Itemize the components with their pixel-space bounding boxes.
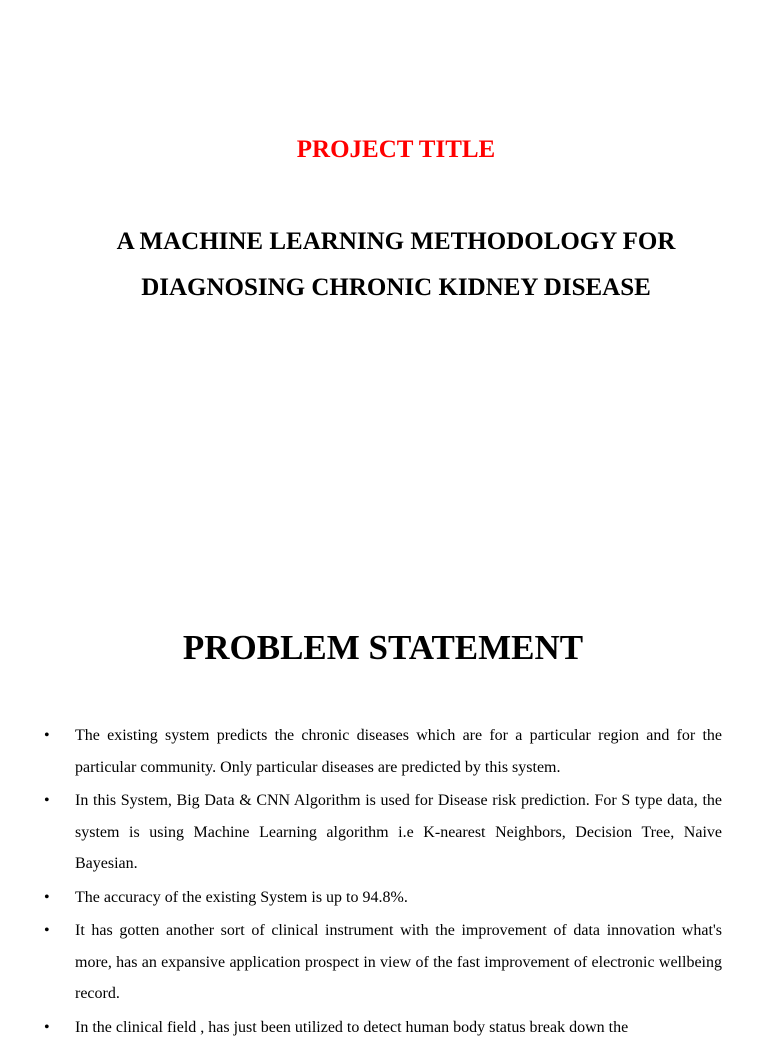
list-item-text: In the clinical field , has just been utilized to detect human body status break down the bbox=[75, 1018, 629, 1036]
project-title-line-2: DIAGNOSING CHRONIC KIDNEY DISEASE bbox=[141, 274, 651, 301]
bullet-icon: • bbox=[44, 1018, 50, 1036]
list-item bbox=[44, 882, 722, 914]
list-item-text: It has gotten another sort of clinical instrument with the improvement of data innovation what's more, has an expansive application prospect in view of the fast improvement of electronic wellbeing record. bbox=[75, 922, 722, 1002]
list-item bbox=[44, 915, 722, 1010]
bullet-icon: • bbox=[44, 888, 50, 906]
project-title-line-1: A MACHINE LEARNING METHODOLOGY FOR bbox=[116, 228, 676, 255]
list-item bbox=[44, 785, 722, 880]
bullet-icon: • bbox=[44, 792, 50, 809]
list-item bbox=[44, 1012, 722, 1044]
problem-statement-heading: PROBLEM STATEMENT bbox=[182, 628, 584, 667]
problem-statement-list bbox=[44, 720, 722, 1045]
bullet-icon: • bbox=[44, 922, 50, 939]
list-item-text: In this System, Big Data & CNN Algorithm is used for Disease risk prediction. For S type data, the system is using Machine Learning algorithm i.e K-nearest Neighbors, Decision Tree, Naive Bayesian. bbox=[75, 792, 722, 872]
project-title-label: PROJECT TITLE bbox=[296, 136, 496, 163]
bullet-icon: • bbox=[44, 727, 50, 744]
list-item-text: The accuracy of the existing System is up to 94.8%. bbox=[75, 888, 408, 906]
list-item bbox=[44, 720, 722, 783]
list-item-text: The existing system predicts the chronic diseases which are for a particular region and for the particular community. Only particular diseases are predicted by this system. bbox=[75, 727, 722, 776]
